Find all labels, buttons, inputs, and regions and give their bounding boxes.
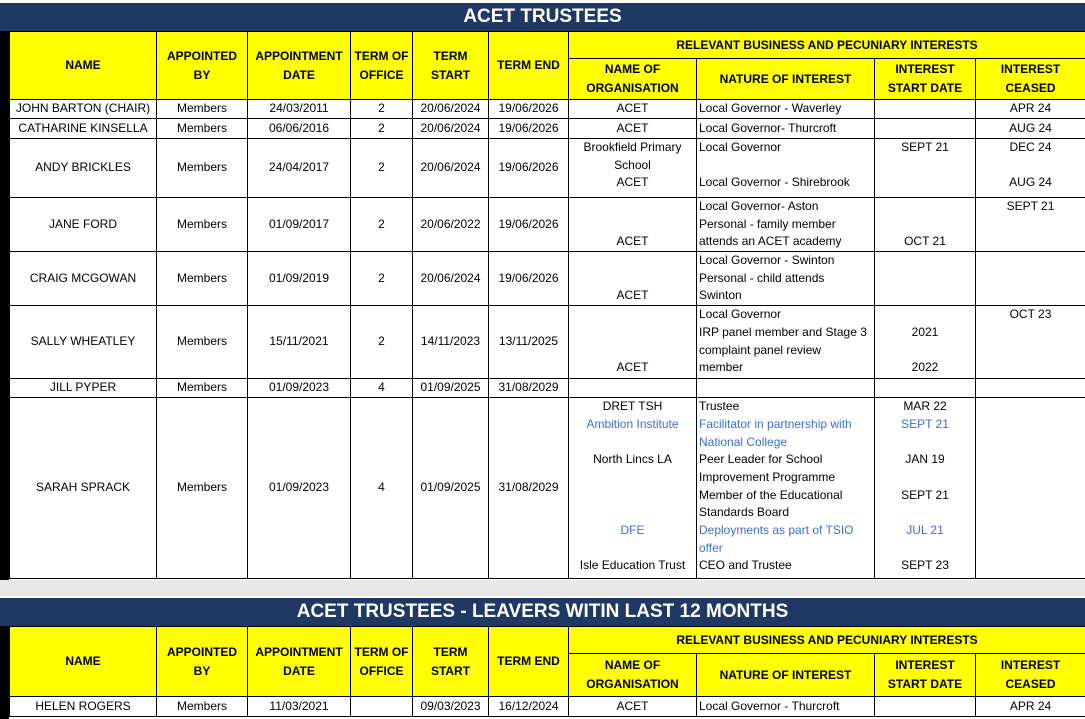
interest-org-line: ACET bbox=[616, 175, 649, 190]
interest-start-line bbox=[875, 174, 975, 192]
trustee-name: JOHN BARTON (CHAIR) bbox=[10, 100, 157, 119]
appointed-by: Members bbox=[157, 100, 248, 119]
interest-start-line: 2022 bbox=[911, 360, 939, 375]
col-header-org: NAME OF ORGANISATION bbox=[569, 59, 697, 100]
interest-start bbox=[875, 398, 976, 579]
appointed-by: Members bbox=[157, 252, 248, 306]
interest-org bbox=[569, 398, 697, 579]
interest-nature-line: attends an ACET academy bbox=[699, 234, 842, 249]
term-start: 20/06/2024 bbox=[413, 119, 489, 139]
interest-org-line: ACET bbox=[616, 360, 649, 375]
interest-ceased-line: DEC 24 bbox=[1009, 140, 1052, 154]
interest-org-line bbox=[569, 216, 696, 234]
interest-start-line: SEPT 23 bbox=[901, 558, 949, 573]
appointment-date: 01/09/2017 bbox=[248, 198, 351, 252]
interest-ceased-line bbox=[976, 522, 1085, 540]
interest-start-line bbox=[875, 216, 975, 234]
interest-org-line bbox=[569, 540, 696, 558]
table-row bbox=[10, 198, 1085, 252]
interest-ceased bbox=[976, 139, 1085, 198]
table-row bbox=[10, 398, 1085, 579]
interest-ceased-line bbox=[976, 216, 1085, 234]
interest-nature-line: CEO and Trustee bbox=[699, 558, 792, 573]
leavers-header-interests-group: RELEVANT BUSINESS AND PECUNIARY INTERESTS bbox=[569, 627, 1085, 654]
interest-nature-line: offer bbox=[699, 540, 723, 555]
interest-nature bbox=[697, 379, 875, 398]
interest-ceased bbox=[976, 379, 1085, 398]
appointed-by: Members bbox=[157, 119, 248, 139]
term-start: 01/09/2025 bbox=[413, 379, 489, 398]
interest-start bbox=[875, 139, 976, 198]
leavers-title: ACET TRUSTEES - LEAVERS WITIN LAST 12 MONTHS bbox=[0, 598, 1085, 626]
interest-org bbox=[569, 306, 697, 379]
appointment-date: 24/04/2017 bbox=[248, 139, 351, 198]
appointment-date: 06/06/2016 bbox=[248, 119, 351, 139]
term-start: 01/09/2025 bbox=[413, 398, 489, 579]
interest-nature-line: Local Governor bbox=[699, 307, 782, 322]
table-row bbox=[10, 119, 1085, 139]
interest-ceased: APR 24 bbox=[976, 100, 1085, 119]
appointed-by: Members bbox=[157, 139, 248, 198]
term-end: 13/11/2025 bbox=[489, 306, 569, 379]
leavers-header-org: NAME OF ORGANISATION bbox=[569, 654, 697, 697]
interest-nature-line: Swinton bbox=[699, 288, 742, 303]
interest-start-line bbox=[875, 540, 975, 558]
interest-org-line: DRET TSH bbox=[602, 399, 663, 414]
interest-start-line bbox=[875, 252, 975, 270]
interest-nature-line: Standards Board bbox=[699, 505, 790, 520]
interest-ceased-line bbox=[976, 557, 1085, 575]
interest-start-line: MAR 22 bbox=[903, 399, 947, 414]
interest-ceased bbox=[976, 252, 1085, 306]
interest-nature-line: member bbox=[699, 360, 744, 375]
interest-start bbox=[875, 252, 976, 306]
term-start: 20/06/2024 bbox=[413, 100, 489, 119]
term-of-office: 4 bbox=[351, 379, 413, 398]
col-header-interest-start: INTEREST START DATE bbox=[875, 59, 976, 100]
interest-ceased-line bbox=[976, 398, 1085, 416]
trustee-name: SALLY WHEATLEY bbox=[10, 306, 157, 379]
interest-org-line: DFE bbox=[620, 522, 645, 537]
interest-nature-line: Facilitator in partnership with bbox=[699, 416, 852, 431]
table-row bbox=[10, 139, 1085, 198]
interest-ceased-line bbox=[976, 287, 1085, 305]
interest-org-line bbox=[569, 306, 696, 324]
col-header-interests-group: RELEVANT BUSINESS AND PECUNIARY INTERESTS bbox=[569, 32, 1085, 59]
interest-org-line bbox=[569, 434, 696, 452]
interest-org: ACET bbox=[569, 100, 697, 119]
leavers-header-term-start: TERM START bbox=[413, 627, 489, 697]
interest-start-line: SEPT 21 bbox=[901, 140, 949, 154]
appointment-date: 01/09/2023 bbox=[248, 379, 351, 398]
term-end: 19/06/2026 bbox=[489, 252, 569, 306]
interest-nature bbox=[697, 139, 875, 198]
interest-start-line: JUL 21 bbox=[906, 522, 944, 537]
interest-start-line: SEPT 21 bbox=[901, 487, 949, 502]
interest-org-line: Brookfield Primary bbox=[583, 140, 682, 154]
table-row bbox=[10, 252, 1085, 306]
interest-org bbox=[569, 198, 697, 252]
interest-start bbox=[875, 306, 976, 379]
col-header-term-start: TERM START bbox=[413, 32, 489, 100]
interest-nature: Local Governor- Thurcroft bbox=[697, 119, 875, 139]
term-of-office: 2 bbox=[351, 306, 413, 379]
trustee-name: ANDY BRICKLES bbox=[10, 139, 157, 198]
interest-org-line bbox=[569, 504, 696, 522]
term-of-office: 2 bbox=[351, 139, 413, 198]
trustees-title: ACET TRUSTEES bbox=[0, 3, 1085, 31]
interest-ceased bbox=[976, 306, 1085, 379]
interest-start-line bbox=[875, 198, 975, 216]
interest-ceased: AUG 24 bbox=[976, 119, 1085, 139]
table-row bbox=[10, 697, 1085, 717]
col-header-term-end: TERM END bbox=[489, 32, 569, 100]
interest-ceased-line: OCT 23 bbox=[1009, 307, 1052, 322]
leavers-header-interest-ceased: INTEREST CEASED bbox=[976, 654, 1085, 697]
term-of-office: 2 bbox=[351, 100, 413, 119]
term-start: 09/03/2023 bbox=[413, 697, 489, 717]
interest-start-line: 2021 bbox=[911, 324, 939, 339]
interest-org-line bbox=[569, 324, 696, 342]
interest-ceased-line bbox=[976, 504, 1085, 522]
appointed-by: Members bbox=[157, 398, 248, 579]
interest-ceased-line bbox=[976, 416, 1085, 434]
term-of-office: 4 bbox=[351, 398, 413, 579]
interest-nature-line: Trustee bbox=[699, 399, 740, 414]
appointment-date: 11/03/2021 bbox=[248, 697, 351, 717]
leavers-header-term-end: TERM END bbox=[489, 627, 569, 697]
interest-start-line bbox=[875, 157, 975, 175]
interest-start-line: OCT 21 bbox=[904, 234, 946, 249]
trustee-name: JILL PYPER bbox=[10, 379, 157, 398]
term-end: 16/12/2024 bbox=[489, 697, 569, 717]
interest-ceased-line bbox=[976, 451, 1085, 469]
interest-org-line bbox=[569, 270, 696, 288]
interest-org-line bbox=[569, 487, 696, 505]
interest-org-line bbox=[569, 198, 696, 216]
interest-nature-line: Personal - child attends bbox=[699, 270, 825, 285]
col-header-name: NAME bbox=[10, 32, 157, 100]
term-end: 31/08/2029 bbox=[489, 398, 569, 579]
trustee-name: SARAH SPRACK bbox=[10, 398, 157, 579]
interest-ceased-line bbox=[976, 324, 1085, 342]
col-header-interest-ceased: INTEREST CEASED bbox=[976, 59, 1085, 100]
leavers-header-interest-start: INTEREST START DATE bbox=[875, 654, 976, 697]
term-end: 19/06/2026 bbox=[489, 139, 569, 198]
interest-org: ACET bbox=[569, 697, 697, 717]
leavers-header-nature: NATURE OF INTEREST bbox=[697, 654, 875, 697]
table-row bbox=[10, 100, 1085, 119]
interest-nature: Local Governor - Waverley bbox=[697, 100, 875, 119]
appointment-date: 15/11/2021 bbox=[248, 306, 351, 379]
interest-nature bbox=[697, 398, 875, 579]
interest-nature-line: IRP panel member and Stage 3 bbox=[699, 324, 867, 339]
trustee-name: CATHARINE KINSELLA bbox=[10, 119, 157, 139]
interest-ceased-line bbox=[976, 270, 1085, 288]
interest-nature bbox=[697, 252, 875, 306]
interest-nature bbox=[697, 306, 875, 379]
appointed-by: Members bbox=[157, 198, 248, 252]
term-end: 19/06/2026 bbox=[489, 100, 569, 119]
col-header-appointed-by: APPOINTED BY bbox=[157, 32, 248, 100]
appointed-by: Members bbox=[157, 379, 248, 398]
trustees-table bbox=[9, 31, 1085, 579]
interest-org bbox=[569, 139, 697, 198]
interest-nature-line: Local Governor- Aston bbox=[699, 199, 819, 213]
appointment-date: 24/03/2011 bbox=[248, 100, 351, 119]
interest-ceased-line: AUG 24 bbox=[1009, 175, 1052, 190]
leavers-table bbox=[9, 626, 1085, 717]
term-start: 20/06/2024 bbox=[413, 252, 489, 306]
interest-nature-line: Peer Leader for School bbox=[699, 452, 823, 467]
term-start: 20/06/2022 bbox=[413, 198, 489, 252]
col-header-term-of-office: TERM OF OFFICE bbox=[351, 32, 413, 100]
interest-ceased-line bbox=[976, 233, 1085, 251]
appointed-by: Members bbox=[157, 697, 248, 717]
interest-start bbox=[875, 379, 976, 398]
interest-nature: Local Governor - Thurcroft bbox=[697, 697, 875, 717]
section-gap bbox=[0, 580, 1085, 596]
col-header-nature: NATURE OF INTEREST bbox=[697, 59, 875, 100]
interest-nature-line: Local Governor - Swinton bbox=[699, 253, 835, 268]
interest-start-line bbox=[875, 342, 975, 360]
interest-org-line: School bbox=[614, 157, 651, 172]
term-of-office: 2 bbox=[351, 198, 413, 252]
table-row bbox=[10, 306, 1085, 379]
interest-start-line: SEPT 21 bbox=[901, 416, 949, 431]
interest-nature-line: Local Governor - Shirebrook bbox=[699, 175, 850, 190]
interest-nature-line bbox=[697, 157, 874, 175]
interest-nature-line: Personal - family member bbox=[699, 216, 836, 231]
term-start: 14/11/2023 bbox=[413, 306, 489, 379]
interest-org-line bbox=[569, 252, 696, 270]
interest-ceased bbox=[976, 198, 1085, 252]
trustee-name: CRAIG MCGOWAN bbox=[10, 252, 157, 306]
interest-ceased-line bbox=[976, 342, 1085, 360]
interest-start bbox=[875, 119, 976, 139]
interest-org bbox=[569, 252, 697, 306]
leavers-header-appointment-date: APPOINTMENT DATE bbox=[248, 627, 351, 697]
interest-start-line bbox=[875, 434, 975, 452]
interest-ceased: APR 24 bbox=[976, 697, 1085, 717]
interest-org-line bbox=[569, 342, 696, 360]
interest-nature-line: complaint panel review bbox=[699, 342, 822, 357]
col-header-appointment-date: APPOINTMENT DATE bbox=[248, 32, 351, 100]
interest-org-line: North Lincs LA bbox=[593, 452, 672, 467]
interest-ceased-line bbox=[976, 252, 1085, 270]
interest-org bbox=[569, 379, 697, 398]
interest-nature-line: Deployments as part of TSIO bbox=[699, 522, 854, 537]
interest-ceased-line bbox=[976, 469, 1085, 487]
interest-ceased-line bbox=[976, 434, 1085, 452]
term-start: 20/06/2024 bbox=[413, 139, 489, 198]
interest-start-line bbox=[875, 306, 975, 324]
interest-org: ACET bbox=[569, 119, 697, 139]
interest-nature-line: Local Governor bbox=[699, 140, 782, 154]
term-of-office: 2 bbox=[351, 119, 413, 139]
interest-nature-line: National College bbox=[699, 434, 788, 449]
interest-start-line bbox=[875, 270, 975, 288]
interest-start bbox=[875, 697, 976, 717]
trustee-name: HELEN ROGERS bbox=[10, 697, 157, 717]
interest-ceased-line bbox=[976, 540, 1085, 558]
interest-ceased-line: SEPT 21 bbox=[1006, 199, 1055, 213]
interest-ceased-line bbox=[976, 157, 1085, 175]
table-row bbox=[10, 379, 1085, 398]
interest-org-line bbox=[569, 469, 696, 487]
interest-start-line: JAN 19 bbox=[905, 452, 945, 467]
interest-org-line: Isle Education Trust bbox=[579, 558, 686, 573]
interest-ceased bbox=[976, 398, 1085, 579]
interest-org-line: Ambition Institute bbox=[586, 416, 679, 431]
term-end: 19/06/2026 bbox=[489, 198, 569, 252]
interest-nature bbox=[697, 198, 875, 252]
left-border bbox=[0, 31, 9, 580]
term-end: 31/08/2029 bbox=[489, 379, 569, 398]
interest-start-line bbox=[875, 469, 975, 487]
interest-nature-line: Member of the Educational bbox=[699, 487, 843, 502]
interest-start bbox=[875, 198, 976, 252]
interest-ceased-line bbox=[976, 359, 1085, 377]
trustee-name: JANE FORD bbox=[10, 198, 157, 252]
term-of-office bbox=[351, 697, 413, 717]
interest-nature-line: Improvement Programme bbox=[699, 469, 836, 484]
leavers-header-term-of-office: TERM OF OFFICE bbox=[351, 627, 413, 697]
term-end: 19/06/2026 bbox=[489, 119, 569, 139]
interest-start-line bbox=[875, 287, 975, 305]
left-border-leavers bbox=[0, 626, 9, 719]
leavers-header-name: NAME bbox=[10, 627, 157, 697]
leavers-header-appointed-by: APPOINTED BY bbox=[157, 627, 248, 697]
interest-org-line: ACET bbox=[616, 234, 649, 249]
appointment-date: 01/09/2019 bbox=[248, 252, 351, 306]
term-of-office: 2 bbox=[351, 252, 413, 306]
appointment-date: 01/09/2023 bbox=[248, 398, 351, 579]
interest-start-line bbox=[875, 504, 975, 522]
interest-start bbox=[875, 100, 976, 119]
interest-ceased-line bbox=[976, 487, 1085, 505]
interest-org-line: ACET bbox=[616, 288, 649, 303]
appointed-by: Members bbox=[157, 306, 248, 379]
